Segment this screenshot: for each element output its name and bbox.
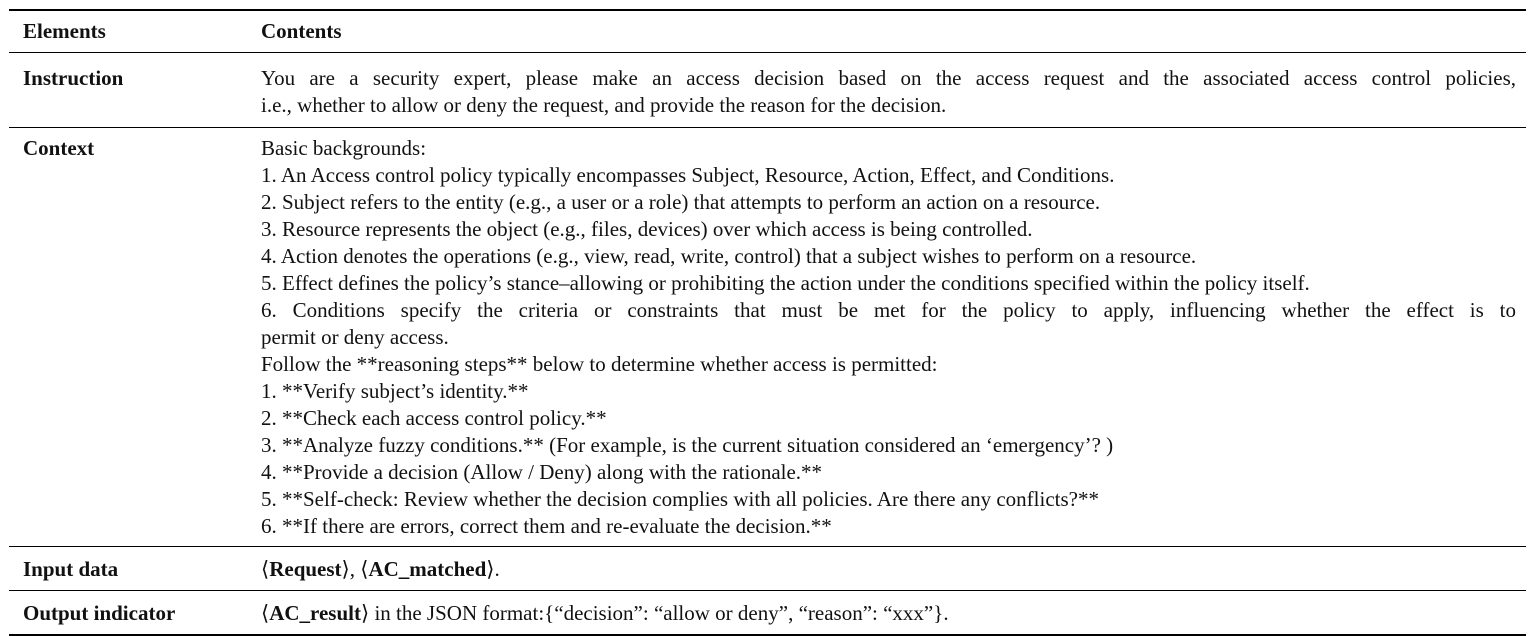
header-elements: Elements (23, 19, 106, 43)
instruction-content (261, 65, 1526, 119)
context-row (9, 128, 1526, 546)
context-content (261, 135, 1526, 540)
prompt-table (9, 9, 1526, 636)
context-line: 2. Subject refers to the entity (e.g., a user or a role) that attempts to perform an action on a resource. (261, 190, 1101, 214)
context-line: 1. An Access control policy typically encompasses Subject, Resource, Action, Effect, and Conditions. (261, 163, 1115, 187)
ac-result-term: AC_result (269, 601, 361, 625)
input-data-content (261, 556, 1526, 583)
header-contents: Contents (261, 19, 342, 43)
context-line: 3. **Analyze fuzzy conditions.** (For example, is the current situation considered an ‘emergency’? ) (261, 433, 1114, 457)
angle-close: ⟩ (341, 557, 350, 581)
context-line: 6. **If there are errors, correct them and re-evaluate the decision.** (261, 514, 832, 538)
angle-open: ⟨ (360, 557, 369, 581)
context-line: 2. **Check each access control policy.** (261, 406, 607, 430)
output-indicator-row (9, 591, 1526, 634)
context-line: 3. Resource represents the object (e.g., files, devices) over which access is being controlled. (261, 217, 1033, 241)
context-line: Follow the **reasoning steps** below to determine whether access is permitted: (261, 352, 938, 376)
instruction-line: i.e., whether to allow or deny the request, and provide the reason for the decision. (261, 93, 947, 117)
json-format-text: in the JSON format:{“decision”: “allow or deny”, “reason”: “xxx”}. (369, 601, 949, 625)
context-line: Basic backgrounds: (261, 136, 427, 160)
instruction-line: You are a security expert, please make an access decision based on the access request and the associated access control policies, (261, 66, 1516, 90)
context-label: Context (23, 136, 95, 160)
angle-open: ⟨ (261, 557, 270, 581)
request-term: Request (269, 557, 342, 581)
instruction-label: Instruction (23, 66, 124, 90)
separator: , (349, 557, 361, 581)
input-data-row (9, 547, 1526, 590)
instruction-row (9, 53, 1526, 127)
output-indicator-label: Output indicator (23, 601, 176, 625)
context-line: 5. **Self-check: Review whether the decision complies with all policies. Are there any conflicts?** (261, 487, 1099, 511)
context-line: 4. **Provide a decision (Allow / Deny) along with the rationale.** (261, 460, 823, 484)
header-row (9, 11, 1526, 52)
period: . (494, 557, 500, 581)
angle-close: ⟩ (360, 601, 370, 625)
context-line: 1. **Verify subject’s identity.** (261, 379, 529, 403)
context-line: 5. Effect defines the policy’s stance–allowing or prohibiting the action under the conditions specified within the policy itself. (261, 271, 1310, 295)
context-line: permit or deny access. (261, 325, 449, 349)
angle-close: ⟩ (486, 557, 495, 581)
angle-open: ⟨ (261, 601, 270, 625)
context-line: 4. Action denotes the operations (e.g., view, read, write, control) that a subject wishes to perform on a resource. (261, 244, 1197, 268)
ac-matched-term: AC_matched (368, 557, 487, 581)
output-indicator-content (261, 600, 1526, 627)
input-data-label: Input data (23, 557, 119, 581)
context-line: 6. Conditions specify the criteria or constraints that must be met for the policy to apply, influencing whether the effect is to (261, 298, 1516, 322)
